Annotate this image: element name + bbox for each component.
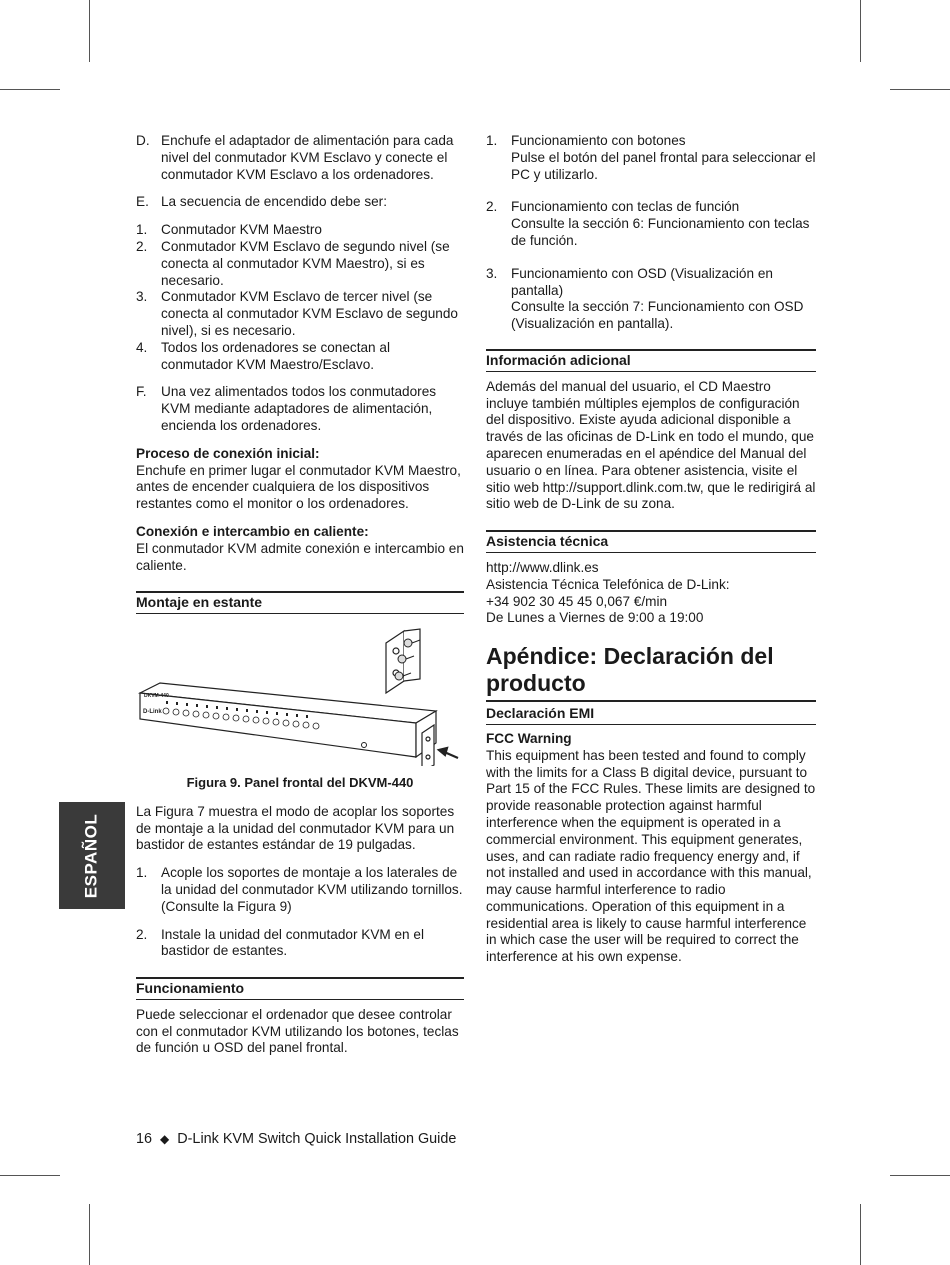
- list-item-number: 2.: [136, 926, 148, 942]
- fcc-warning-heading: FCC Warning: [486, 730, 572, 746]
- rack-mount-figure: [136, 621, 464, 792]
- operation-mode-title: Funcionamiento con OSD (Visualización en pantalla): [511, 265, 773, 298]
- step-label: D.: [136, 133, 150, 148]
- hot-swap-heading: Conexión e intercambio en caliente:: [136, 523, 369, 539]
- crop-mark: [860, 0, 861, 62]
- list-item-number: 1.: [136, 865, 148, 881]
- list-item-text: Instale la unidad del conmutador KVM en el bastidor de estantes.: [161, 926, 424, 959]
- tech-support-line: Asistencia Técnica Telefónica de D-Link:: [486, 576, 730, 592]
- list-item-text: Acople los soportes de montaje a los laterales de la unidad del conmutador KVM utilizando tornillos. (Consulte la Figura 9): [161, 865, 463, 914]
- figure-caption: Figura 9. Panel frontal del DKVM-440: [186, 774, 414, 790]
- emi-declaration-title: Declaración EMI: [486, 702, 816, 725]
- step-text: Enchufe el adaptador de alimentación para cada nivel del conmutador KVM Esclavo y conecte el conmutador KVM Esclavo a los ordenadores.: [161, 133, 454, 182]
- list-item-number: 3.: [136, 289, 148, 305]
- power-sequence-list: [136, 222, 464, 373]
- kvm-chassis: [140, 683, 436, 757]
- list-item-number: 4.: [136, 339, 148, 355]
- attached-bracket: [422, 725, 434, 766]
- rack-mount-intro: La Figura 7 muestra el modo de acoplar los soportes de montaje a la unidad del conmutador KVM para un bastidor de estantes estándar de 19 pulgadas.: [136, 803, 455, 853]
- operation-mode-text: Pulse el botón del panel frontal para seleccionar el PC y utilizarlo.: [511, 149, 816, 182]
- list-item: [136, 340, 464, 374]
- step-text: Una vez alimentados todos los conmutadores KVM mediante adaptadores de alimentación, encienda los ordenadores.: [161, 384, 437, 433]
- arrow-icon: [439, 748, 458, 758]
- page-number: 16: [136, 1131, 153, 1147]
- crop-mark: [89, 1204, 90, 1265]
- operation-mode-title: Funcionamiento con teclas de función: [511, 199, 740, 215]
- section-title-tech-support: Asistencia técnica: [486, 530, 816, 553]
- crop-mark: [890, 1175, 950, 1176]
- crop-mark: [890, 89, 950, 90]
- list-item-number: 3.: [486, 265, 498, 281]
- section-title-additional-info: Información adicional: [486, 349, 816, 372]
- kvm-front-panel-illustration: [136, 621, 464, 766]
- crop-mark: [0, 1175, 60, 1176]
- device-brand-label: D-Link: [143, 709, 162, 716]
- section-title-rack-mount: Montaje en estante: [136, 591, 464, 614]
- step-d: [136, 133, 464, 183]
- list-item-text: Conmutador KVM Esclavo de tercer nivel (se conecta al conmutador KVM Esclavo de segundo nivel), si es necesario.: [161, 289, 458, 338]
- step-f: [136, 384, 464, 434]
- operation-mode-text: Consulte la sección 6: Funcionamiento con teclas de función.: [511, 216, 810, 248]
- guide-title: D-Link KVM Switch Quick Installation Guide: [177, 1131, 457, 1147]
- device-model-label: DKVM-440: [144, 693, 169, 700]
- list-item: [136, 222, 464, 239]
- diamond-icon: ◆: [160, 1132, 170, 1146]
- list-item-number: 1.: [136, 222, 148, 238]
- list-item-text: Todos los ordenadores se conectan al conmutador KVM Maestro/Esclavo.: [161, 339, 390, 372]
- language-side-tab: [59, 802, 125, 909]
- tech-support-phone: +34 902 30 45 45 0,067 €/min: [486, 593, 668, 609]
- additional-info-text: Además del manual del usuario, el CD Maestro incluye también múltiples ejemplos de configuración del dispositivo. Existe ayuda adicional disponible a través de las oficinas de D-Link en todo el mundo, que aparecen enumeradas en el apéndice del Manual del usuario o en línea. Para obtener asistencia, visite el sitio web http://support.dlink.com.tw, que le redirigirá al sitio web de D-Link de su zona.: [486, 378, 816, 512]
- initial-connection-heading: Proceso de conexión inicial:: [136, 445, 320, 461]
- step-e: [136, 194, 464, 211]
- list-item-number: 1.: [486, 133, 498, 148]
- operation-mode-title: Funcionamiento con botones: [511, 133, 686, 148]
- list-item: [136, 289, 464, 339]
- tech-support-hours: De Lunes a Viernes de 9:00 a 19:00: [486, 610, 704, 626]
- operation-mode-item: [486, 133, 816, 183]
- list-item-number: 2.: [486, 199, 498, 215]
- step-text: La secuencia de encendido debe ser:: [161, 194, 387, 210]
- appendix-title: Apéndice: Declaración del producto: [486, 643, 816, 702]
- operation-mode-text: Consulte la sección 7: Funcionamiento con OSD (Visualización en pantalla).: [511, 299, 804, 332]
- list-item-text: Conmutador KVM Esclavo de segundo nivel (se conecta al conmutador KVM Maestro), si es necesario.: [161, 238, 450, 288]
- hot-swap-text: El conmutador KVM admite conexión e intercambio en caliente.: [136, 540, 464, 573]
- left-column: [136, 133, 464, 1057]
- operation-mode-item: [486, 199, 816, 249]
- operation-text: Puede seleccionar el ordenador que desee controlar con el conmutador KVM utilizando los botones, teclas de función u OSD del panel frontal.: [136, 1006, 459, 1056]
- crop-mark: [860, 1204, 861, 1265]
- operation-mode-item: [486, 266, 816, 333]
- list-item: [136, 927, 464, 961]
- tech-support-url[interactable]: http://www.dlink.es: [486, 559, 599, 575]
- list-item-number: 2.: [136, 238, 148, 254]
- list-item: [136, 865, 464, 915]
- initial-connection-text: Enchufe en primer lugar el conmutador KVM Maestro, antes de encender cualquiera de los dispositivos restantes como el monitor o los ordenadores.: [136, 462, 461, 512]
- right-column: [486, 133, 816, 966]
- page-footer: [136, 1131, 456, 1148]
- step-label: F.: [136, 384, 147, 400]
- language-label: ESPAÑOL: [81, 813, 101, 898]
- list-item-text: Conmutador KVM Maestro: [161, 222, 322, 238]
- list-item: [136, 239, 464, 289]
- section-title-operation: Funcionamiento: [136, 977, 464, 1000]
- step-label: E.: [136, 194, 149, 210]
- crop-mark: [89, 0, 90, 62]
- crop-mark: [0, 89, 60, 90]
- fcc-warning-text: This equipment has been tested and found to comply with the limits for a Class B digital device, pursuant to Part 15 of the FCC Rules. These limits are designed to provide reasonable protection against harmful interference when the equipment is operated in a commercial environment. This equipment generates, uses, and can radiate radio frequency energy and, if not installed and used in accordance with this manual, may cause harmful interference to radio communications. Operation of this equipment in a residential area is likely to cause harmful interference in which case the user will be required to correct the interference at his own expense.: [486, 747, 816, 965]
